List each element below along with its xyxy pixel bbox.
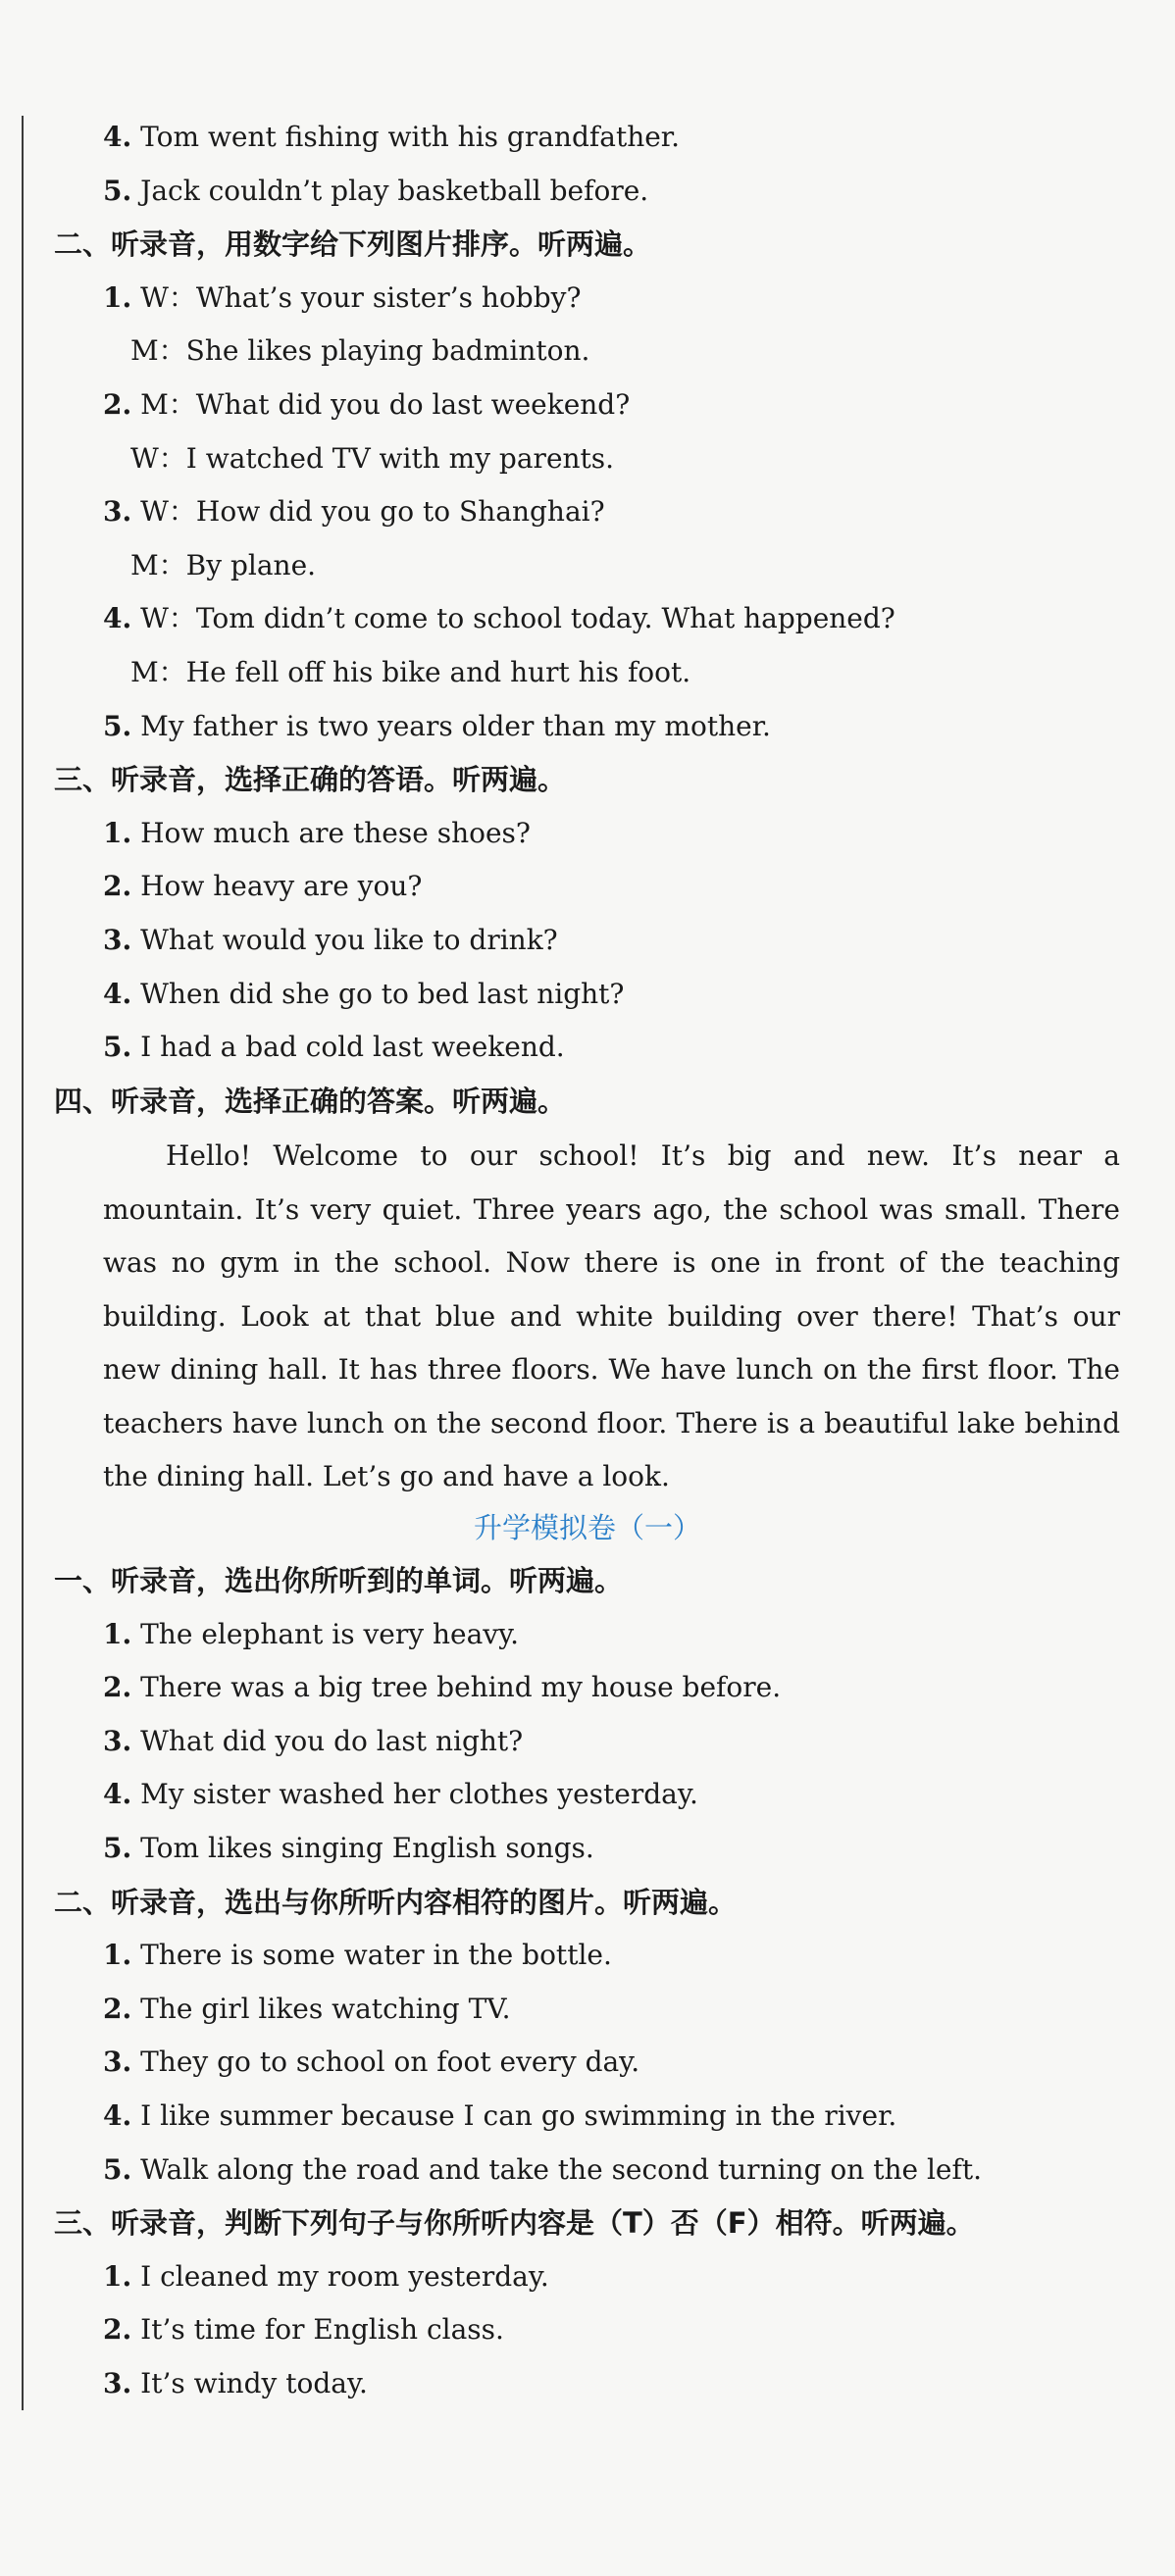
item-text: They go to school on foot every day.	[131, 2046, 640, 2079]
list-item	[103, 2259, 549, 2295]
item-number: 3.	[103, 2367, 132, 2399]
item-text: M：By plane.	[130, 548, 317, 581]
item-text: What would you like to drink?	[131, 924, 558, 956]
item-text: I like summer because I can go swimming in the river.	[131, 2099, 897, 2132]
dialogue-reply	[130, 333, 589, 369]
item-text: When did she go to bed last night?	[131, 977, 625, 1010]
item-number: 3.	[103, 495, 132, 529]
section-heading: 二、听录音，用数字给下列图片排序。听两遍。	[54, 227, 652, 262]
item-number: 5.	[103, 1031, 132, 1064]
item-text: How heavy are you?	[131, 870, 423, 903]
item-number: 5.	[103, 174, 132, 207]
item-text: W：How did you go to Shanghai?	[131, 495, 605, 529]
item-text: M：What did you do last weekend?	[131, 388, 631, 421]
item-text: There is some water in the bottle.	[131, 1939, 612, 1972]
item-number: 5.	[103, 709, 132, 742]
list-item	[103, 1938, 612, 1973]
item-text: M：She likes playing badminton.	[130, 334, 590, 368]
item-number: 3.	[103, 2046, 132, 2079]
list-item	[103, 1617, 519, 1652]
item-number: 2.	[103, 870, 132, 903]
list-item	[103, 1724, 523, 1759]
item-text: The girl likes watching TV.	[131, 1992, 511, 2025]
list-item	[103, 1670, 781, 1705]
dialogue-reply	[130, 548, 316, 583]
list-item	[103, 923, 558, 958]
item-number: 2.	[103, 1671, 132, 1704]
item-text: My father is two years older than my mother.	[131, 709, 771, 742]
list-item	[103, 2366, 368, 2401]
item-text: My sister washed her clothes yesterday.	[131, 1778, 698, 1811]
item-text: M：He fell off his bike and hurt his foot.	[130, 656, 691, 688]
item-number: 4.	[103, 121, 132, 153]
list-item	[103, 2152, 982, 2188]
item-text: How much are these shoes?	[131, 816, 531, 849]
item-number: 3.	[103, 1724, 132, 1757]
item-number: 2.	[103, 388, 132, 421]
list-item	[103, 869, 422, 904]
item-number: 4.	[103, 977, 132, 1010]
section-title: 升学模拟卷（一）	[473, 1511, 701, 1544]
list-item	[103, 1777, 698, 1812]
item-text: There was a big tree behind my house before.	[131, 1671, 782, 1704]
listening-passage: Hello! Welcome to our school! It’s big and new. It’s near a mountain. It’s very quiet. Three years ago, the school was small. There was no gym in the school. Now there is one in front of the teaching building. Look at that blue and white building over there! That’s our new dining hall. It has three floors. We have lunch on the first floor. The teachers have lunch on the second floor. There is a beautiful lake behind the dining hall. Let’s go and have a look.	[103, 1139, 1120, 1492]
item-number: 5.	[103, 1832, 132, 1864]
item-text: W：I watched TV with my parents.	[130, 441, 615, 475]
list-item	[103, 709, 771, 744]
item-text: W：Tom didn’t come to school today. What happened?	[131, 602, 895, 635]
item-text: It’s windy today.	[131, 2367, 368, 2399]
item-number: 5.	[103, 2152, 132, 2186]
list-item	[103, 1030, 565, 1065]
item-text: What did you do last night?	[131, 1724, 524, 1757]
list-item	[103, 280, 581, 316]
item-text: It’s time for English class.	[131, 2313, 504, 2347]
section-heading: 二、听录音，选出与你所听内容相符的图片。听两遍。	[54, 1885, 738, 1919]
list-item	[103, 494, 605, 530]
list-item	[103, 2312, 504, 2348]
list-item	[103, 120, 680, 155]
list-item	[103, 2098, 896, 2134]
item-number: 2.	[103, 1992, 132, 2025]
item-number: 3.	[103, 924, 132, 956]
dialogue-reply	[130, 441, 614, 477]
section-heading: 一、听录音，选出你所听到的单词。听两遍。	[54, 1564, 624, 1597]
list-item	[103, 387, 630, 423]
list-item	[103, 816, 531, 851]
item-text: Walk along the road and take the second turning on the left.	[131, 2152, 983, 2186]
item-text: The elephant is very heavy.	[131, 1617, 520, 1650]
list-item	[103, 1992, 511, 2027]
list-item	[103, 601, 895, 636]
item-number: 4.	[103, 2099, 132, 2132]
item-number: 4.	[103, 1778, 132, 1811]
item-number: 4.	[103, 602, 132, 635]
section-heading: 三、听录音，判断下列句子与你所听内容是（T）否（F）相符。听两遍。	[54, 2206, 975, 2241]
list-item	[103, 977, 624, 1012]
item-number: 2.	[103, 2313, 132, 2347]
item-text: I cleaned my room yesterday.	[131, 2259, 549, 2293]
dialogue-reply	[130, 655, 690, 690]
left-margin-rule	[22, 116, 24, 2410]
list-item	[103, 174, 648, 209]
item-text: Tom went fishing with his grandfather.	[131, 121, 681, 153]
item-text: Jack couldn’t play basketball before.	[131, 174, 649, 207]
item-number: 1.	[103, 1617, 132, 1650]
item-number: 1.	[103, 280, 132, 314]
item-number: 1.	[103, 816, 132, 849]
item-number: 1.	[103, 1939, 132, 1972]
list-item	[103, 1831, 594, 1866]
section-heading: 四、听录音，选择正确的答案。听两遍。	[54, 1084, 567, 1118]
item-text: I had a bad cold last weekend.	[131, 1031, 565, 1064]
section-heading: 三、听录音，选择正确的答语。听两遍。	[54, 763, 567, 797]
item-text: W：What’s your sister’s hobby?	[131, 280, 582, 314]
list-item	[103, 2045, 639, 2080]
item-text: Tom likes singing English songs.	[131, 1832, 594, 1864]
item-number: 1.	[103, 2259, 132, 2293]
